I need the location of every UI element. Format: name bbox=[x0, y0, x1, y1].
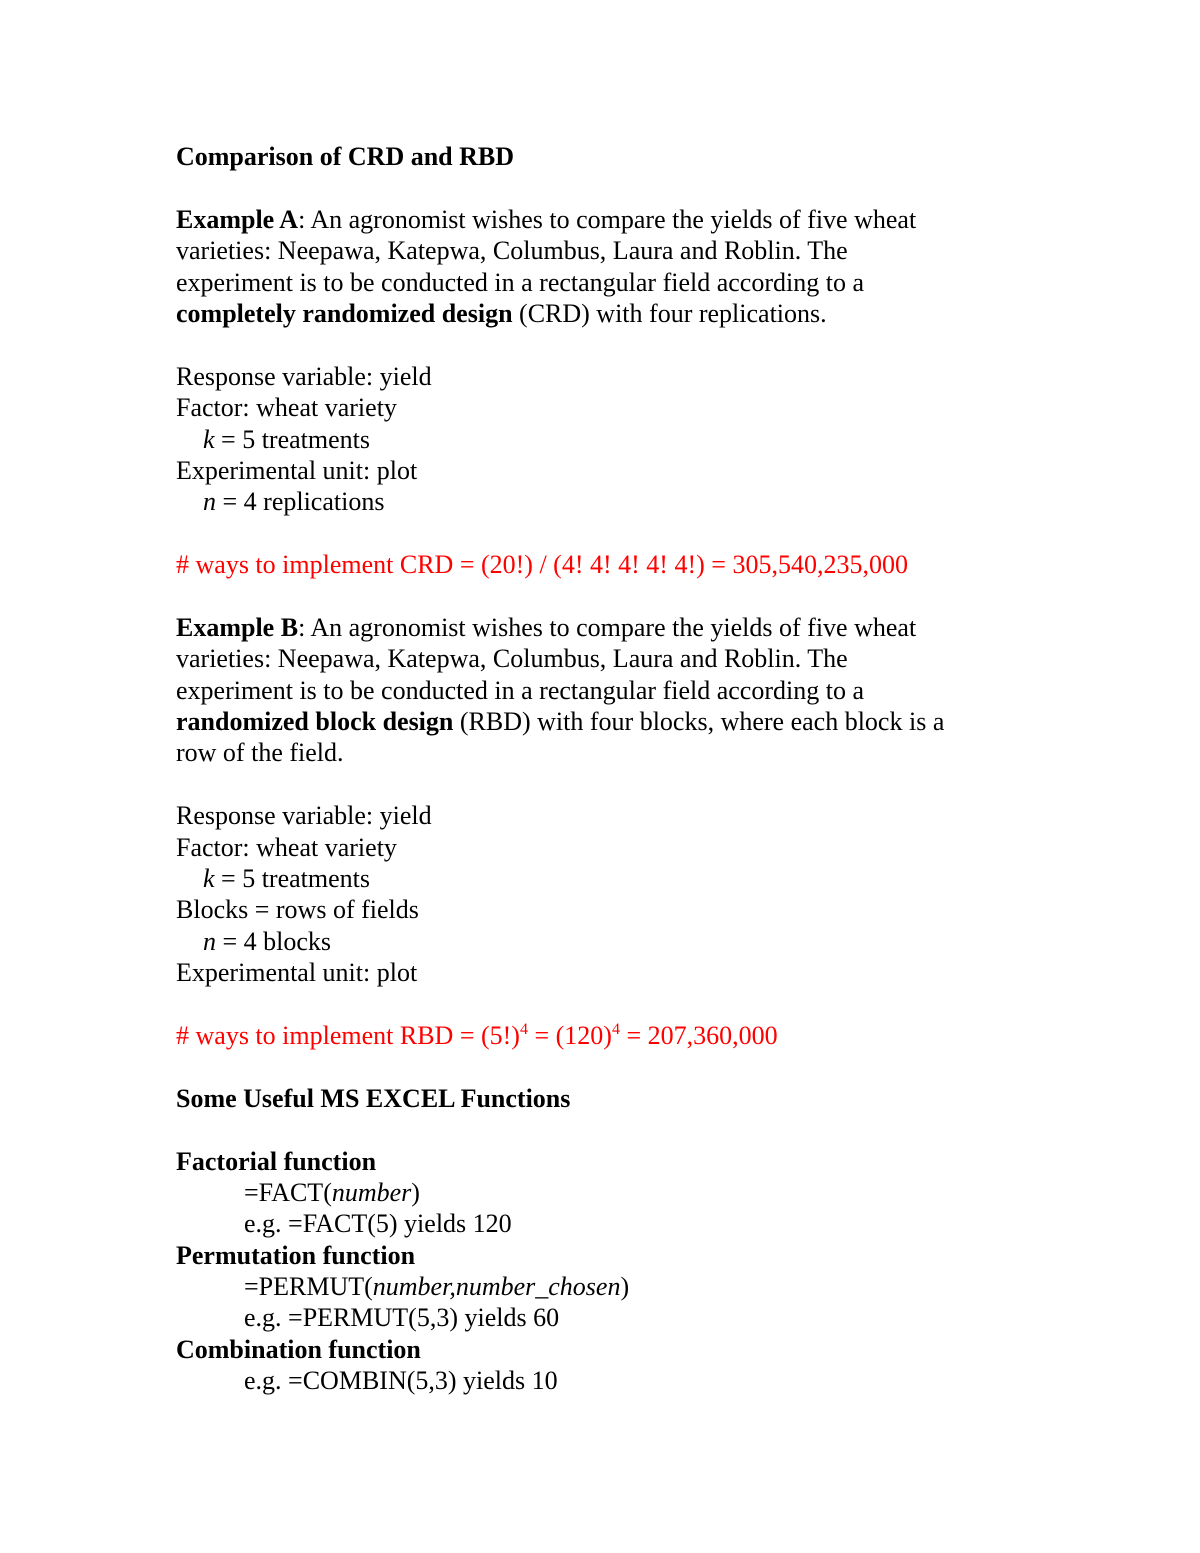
rbd-ways-formula bbox=[176, 1020, 1036, 1051]
spacer bbox=[176, 580, 1036, 611]
permut-example: e.g. =PERMUT(5,3) yields 60 bbox=[244, 1303, 560, 1333]
crd-ways-formula: # ways to implement CRD = (20!) / (4! 4! 4! 4! 4!) = 305,540,235,000 bbox=[176, 550, 908, 580]
n-value: = 4 replications bbox=[216, 487, 385, 517]
n-variable: n bbox=[203, 926, 216, 956]
example-b-line-4 bbox=[176, 706, 1036, 737]
example-b-factor: Factor: wheat variety bbox=[176, 832, 397, 862]
rbd-ways-part-1: # ways to implement RBD = (5!) bbox=[176, 1020, 520, 1050]
factorial-heading: Factorial function bbox=[176, 1146, 377, 1176]
example-b-line-5: row of the field. bbox=[176, 738, 344, 768]
spacer bbox=[176, 329, 1036, 360]
spacer bbox=[176, 1114, 1036, 1145]
document-body bbox=[176, 141, 1036, 1397]
example-a-response: Response variable: yield bbox=[176, 361, 432, 391]
fact-example: e.g. =FACT(5) yields 120 bbox=[244, 1209, 512, 1239]
example-a-unit: Experimental unit: plot bbox=[176, 455, 418, 485]
rbd-exponent-2: 4 bbox=[611, 1020, 620, 1038]
rbd-ways-part-3: = 207,360,000 bbox=[619, 1020, 778, 1050]
fact-syntax bbox=[176, 1177, 1036, 1208]
permutation-heading: Permutation function bbox=[176, 1240, 416, 1270]
example-a-intro: : An agronomist wishes to compare the yields of five wheat bbox=[298, 204, 917, 234]
example-b-line-3: experiment is to be conducted in a rectangular field according to a bbox=[176, 675, 864, 705]
example-b-treatments bbox=[176, 863, 1036, 894]
combin-example: e.g. =COMBIN(5,3) yields 10 bbox=[244, 1366, 558, 1396]
n-variable: n bbox=[203, 487, 216, 517]
spacer bbox=[176, 172, 1036, 203]
rbd-ways-part-2: = (120) bbox=[527, 1020, 612, 1050]
combination-heading: Combination function bbox=[176, 1334, 421, 1364]
k-value: = 5 treatments bbox=[214, 424, 371, 454]
crd-design-term: completely randomized design bbox=[176, 298, 513, 328]
example-b-intro: : An agronomist wishes to compare the yields of five wheat bbox=[298, 612, 917, 642]
rbd-design-term: randomized block design bbox=[176, 707, 454, 737]
example-a-line-3: experiment is to be conducted in a rectangular field according to a bbox=[176, 267, 864, 297]
k-variable: k bbox=[203, 863, 215, 893]
example-b-line-1 bbox=[176, 612, 1036, 643]
example-b-line-2: varieties: Neepawa, Katepwa, Columbus, Laura and Roblin. The bbox=[176, 644, 848, 674]
k-value: = 5 treatments bbox=[214, 863, 371, 893]
example-a-replications bbox=[176, 486, 1036, 517]
example-a-factor: Factor: wheat variety bbox=[176, 393, 397, 423]
fact-argument: number bbox=[331, 1177, 412, 1207]
k-variable: k bbox=[203, 424, 215, 454]
spacer bbox=[176, 518, 1036, 549]
fact-suffix: ) bbox=[411, 1177, 420, 1207]
permut-arguments: number,number_chosen bbox=[372, 1272, 621, 1302]
rbd-exponent-1: 4 bbox=[519, 1020, 528, 1038]
excel-heading: Some Useful MS EXCEL Functions bbox=[176, 1083, 571, 1113]
example-a-label: Example A bbox=[176, 204, 299, 234]
example-b-label: Example B bbox=[176, 612, 299, 642]
example-a-line-4 bbox=[176, 298, 1036, 329]
n-value: = 4 blocks bbox=[216, 926, 332, 956]
permut-syntax bbox=[176, 1271, 1036, 1302]
permut-suffix: ) bbox=[620, 1272, 630, 1302]
permut-prefix: =PERMUT( bbox=[244, 1272, 373, 1302]
spacer bbox=[176, 769, 1036, 800]
example-a-line-1 bbox=[176, 204, 1036, 235]
crd-design-rest: (CRD) with four replications. bbox=[512, 298, 827, 328]
example-a-line-2: varieties: Neepawa, Katepwa, Columbus, Laura and Roblin. The bbox=[176, 236, 848, 266]
example-b-response: Response variable: yield bbox=[176, 801, 432, 831]
fact-prefix: =FACT( bbox=[244, 1177, 332, 1207]
example-b-unit: Experimental unit: plot bbox=[176, 958, 418, 988]
example-a-treatments bbox=[176, 424, 1036, 455]
spacer bbox=[176, 1051, 1036, 1082]
rbd-design-rest: (RBD) with four blocks, where each block is a bbox=[453, 707, 945, 737]
example-b-blocks: Blocks = rows of fields bbox=[176, 895, 419, 925]
page-title: Comparison of CRD and RBD bbox=[176, 142, 515, 171]
example-b-block-count bbox=[176, 926, 1036, 957]
spacer bbox=[176, 989, 1036, 1020]
